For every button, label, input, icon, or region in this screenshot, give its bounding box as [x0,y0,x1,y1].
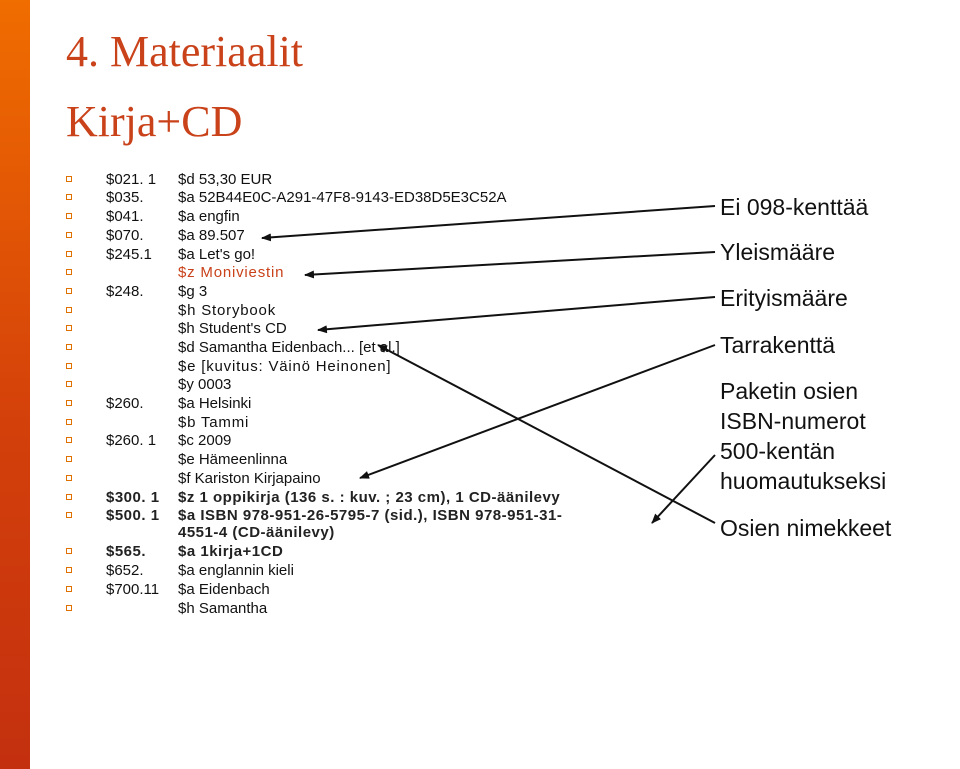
square-bullet-icon [66,456,72,462]
square-bullet-icon [66,548,72,554]
square-bullet-icon [66,419,72,425]
square-bullet-icon [66,307,72,313]
arrow-paketin [652,455,715,523]
note-tarrakentta: Tarrakenttä [720,332,836,358]
note-yleismaare: Yleismääre [720,239,836,265]
square-bullet-icon [66,437,72,443]
square-bullet-icon [66,605,72,611]
slide-subtitle: Kirja+CD [66,97,243,146]
slide-title: 4. Materiaalit [66,27,304,76]
note-paketin-3: 500-kentän [720,438,836,464]
square-bullet-icon [66,512,72,518]
square-bullet-icon [66,400,72,406]
square-bullet-icon [66,381,72,387]
square-bullet-icon [66,344,72,350]
square-bullet-icon [66,494,72,500]
decorative-sidebar [0,0,30,769]
note-paketin-2: ISBN-numerot [720,408,866,434]
note-paketin-1: Paketin osien [720,378,859,404]
note-erityismaare: Erityismääre [720,285,848,311]
square-bullet-icon [66,586,72,592]
square-bullet-icon [66,325,72,331]
square-bullet-icon [66,363,72,369]
square-bullet-icon [66,475,72,481]
square-bullet-icon [66,176,72,182]
arrow-yleismaare [305,252,715,275]
arrow-ei098 [262,206,715,238]
arrow-tarrakentta [360,345,715,478]
square-bullet-icon [66,288,72,294]
sidebar-gradient [0,0,30,769]
square-bullet-icon [66,269,72,275]
note-paketin-4: huomautukseksi [720,468,887,494]
square-bullet-icon [66,213,72,219]
arrow-erityismaare [318,297,715,330]
note-ei-098: Ei 098-kenttää [720,194,869,220]
note-osien-nimekkeet: Osien nimekkeet [720,515,892,541]
square-bullet-icon [66,251,72,257]
square-bullet-icon [66,194,72,200]
square-bullet-icon [66,232,72,238]
square-bullet-icon [66,567,72,573]
